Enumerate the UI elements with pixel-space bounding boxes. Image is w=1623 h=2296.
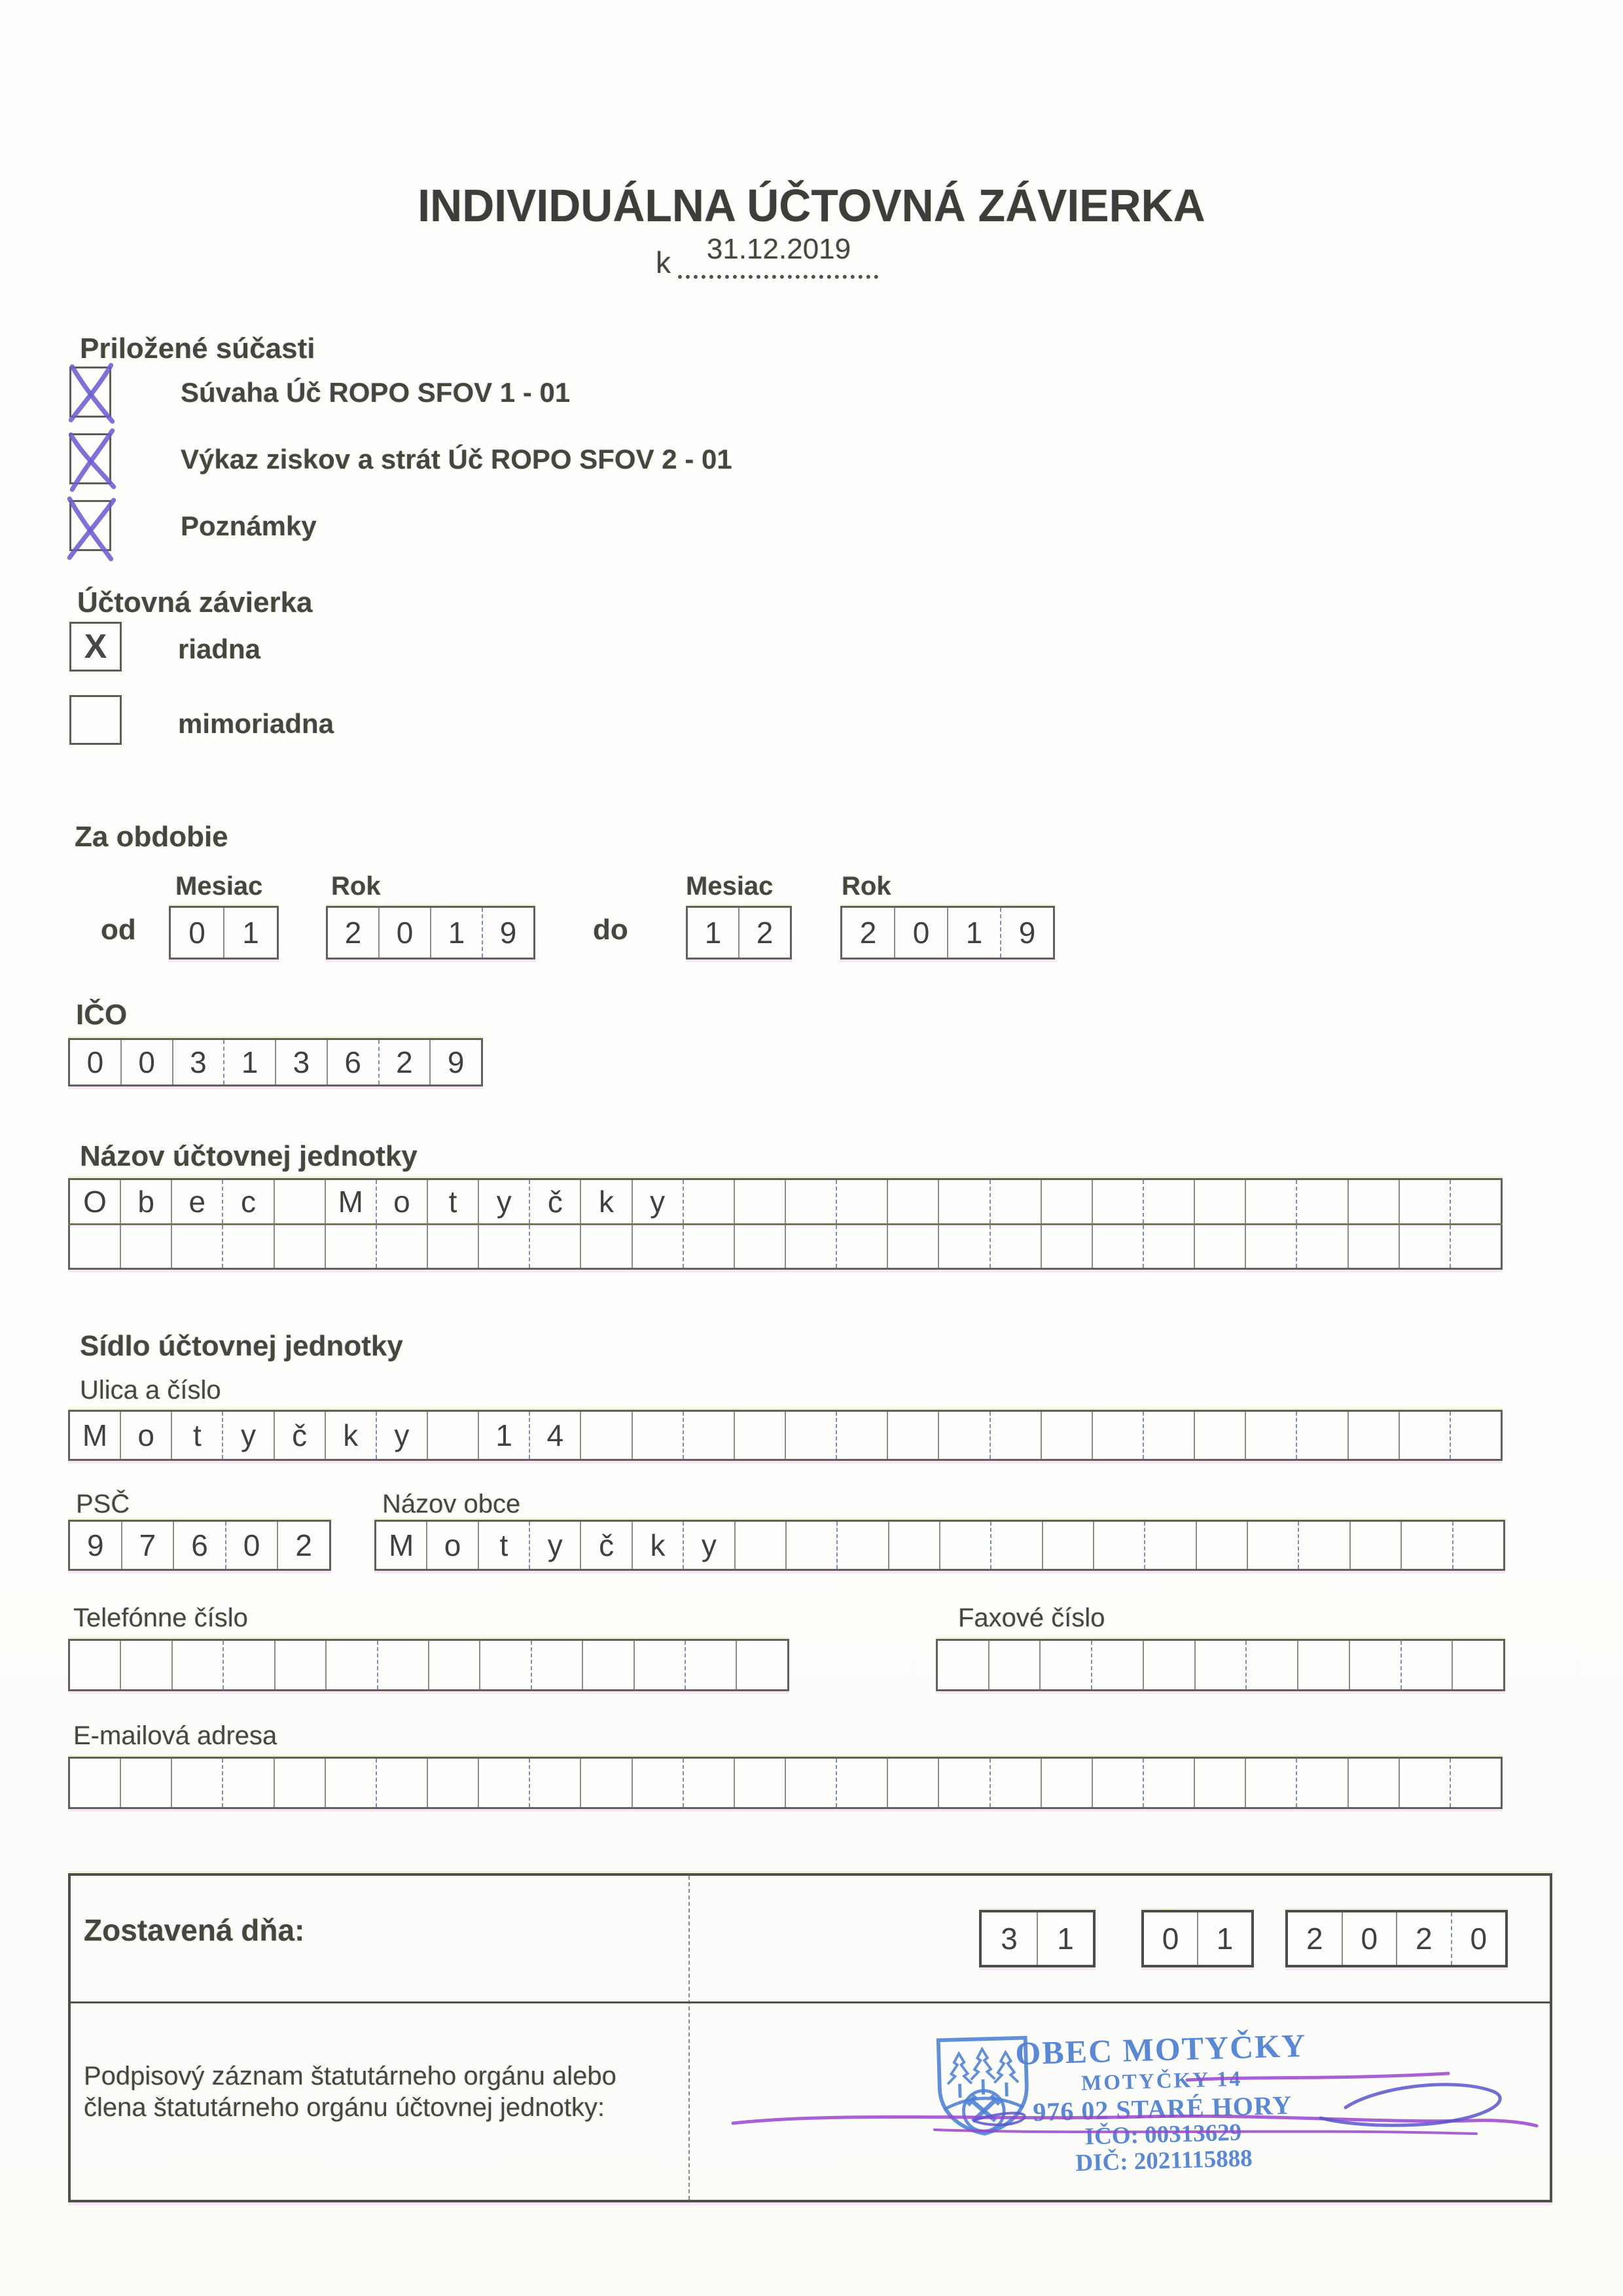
closing-type-heading: Účtovná závierka [77,586,313,619]
grid-cell [1246,1759,1297,1807]
grid-cell: 7 [122,1522,175,1569]
grid-cell [121,1225,172,1268]
grid-cell [737,1641,787,1689]
grid-cell [1349,1412,1400,1459]
grid-cell [428,1225,479,1268]
grid-cell: 0 [380,908,431,958]
grid-cell: y [377,1412,428,1459]
signature-caption-line1: Podpisový záznam štatutárneho orgánu alebo [84,2062,616,2090]
grid-cell [939,1180,990,1223]
grid-cell [635,1641,686,1689]
grid-cell: t [428,1180,479,1223]
grid-cell [276,1641,327,1689]
grid-cell [1402,1641,1454,1689]
grid-cell [1349,1759,1400,1807]
grid-cell [735,1759,786,1807]
grid-cell: 2 [1397,1912,1452,1965]
grid-cell [684,1412,735,1459]
month-label-to: Mesiac [686,872,774,901]
checkbox-suvaha [69,367,111,418]
grid-cell: 9 [447,1045,465,1079]
grid-cell [1402,1522,1453,1569]
grid-cell [223,1225,274,1268]
grid-cell [1400,1180,1451,1223]
grid-cell [837,1180,888,1223]
grid-cell [1248,1522,1299,1569]
grid-cell: k [326,1412,377,1459]
stamp-line-3: 976 02 STARÉ HORY [1032,2090,1293,2127]
year-label-from: Rok [331,872,381,901]
grid-cell [377,1225,428,1268]
grid-cell: k [581,1180,632,1223]
town-label: Názov obce [382,1490,521,1518]
grid-cell [1297,1412,1348,1459]
grid-cell [70,1641,121,1689]
grid-cell: 0 [70,1040,122,1085]
checkbox-riadna [69,622,122,672]
grid-cell [889,1522,940,1569]
grid-cell [1351,1522,1402,1569]
grid-cell [1453,1641,1503,1689]
grid-cell: y [684,1522,735,1569]
grid-cell: 4 [530,1412,581,1459]
grid-cell [275,1225,326,1268]
stamp-line-1: OBEC MOTYČKY [1014,2026,1307,2072]
grid-cell: 0 [1470,1922,1488,1956]
page-title: INDIVIDUÁLNA ÚČTOVNÁ ZÁVIERKA [418,180,1205,231]
grid-cell [991,1412,1042,1459]
signature-caption-line2: člena štatutárneho orgánu účtovnej jednotky: [84,2093,605,2122]
closing-date-value: 31.12.2019 [706,233,851,265]
grid-cell: 9 [499,916,517,950]
grid-cell [888,1759,939,1807]
grid-cell [1451,1180,1501,1223]
grid-cell [838,1522,889,1569]
grid-cell [735,1412,786,1459]
email-label: E-mailová adresa [73,1721,277,1750]
grid-cell: y [633,1180,684,1223]
grid-cell [1094,1522,1145,1569]
grid-cell [530,1225,581,1268]
grid-cell [939,1412,990,1459]
checkbox-mimoriadna [69,695,122,745]
grid-cell [1144,1180,1195,1223]
attached-item-label: Súvaha Úč ROPO SFOV 1 - 01 [181,377,571,408]
grid-cell [1041,1641,1092,1689]
grid-cell [429,1641,480,1689]
stamp-line-4: IČO: 00313629 [1084,2119,1242,2151]
grid-cell [173,1641,224,1689]
to-year-grid [840,906,1055,960]
from-label: od [101,914,136,946]
grid-cell [1043,1522,1094,1569]
entity-name-grid-row2 [68,1225,1503,1270]
grid-cell: t [479,1522,530,1569]
grid-cell [990,1641,1041,1689]
closing-item-label: mimoriadna [178,708,334,739]
grid-cell [1093,1180,1144,1223]
attached-parts-heading: Priložené súčasti [80,332,315,365]
psc-label: PSČ [76,1490,130,1518]
grid-cell: c [223,1180,274,1223]
grid-cell [1400,1759,1451,1807]
grid-cell [1093,1412,1144,1459]
grid-cell [1297,1225,1348,1268]
grid-cell [121,1641,172,1689]
grid-cell: M [326,1180,377,1223]
grid-cell [479,1225,530,1268]
grid-cell [530,1759,581,1807]
grid-cell [1400,1225,1451,1268]
seat-heading: Sídlo účtovnej jednotky [80,1330,403,1362]
to-month-grid [686,906,792,960]
grid-cell [735,1180,786,1223]
grid-cell: č [581,1522,632,1569]
grid-cell [1349,1180,1400,1223]
psc-grid [68,1520,331,1571]
grid-cell: 2 [1288,1912,1343,1965]
grid-cell: 2 [328,908,380,958]
grid-cell [1246,1225,1297,1268]
year-label-to: Rok [842,872,891,901]
grid-cell: 1 [431,908,483,958]
grid-cell [326,1759,377,1807]
grid-cell [1195,1412,1246,1459]
fax-grid [936,1639,1505,1691]
grid-cell [1246,1180,1297,1223]
grid-cell [837,1412,888,1459]
phone-grid [68,1639,789,1691]
grid-cell [1093,1759,1144,1807]
phone-label: Telefónne číslo [73,1604,248,1632]
grid-cell: 1 [224,1040,276,1085]
grid-cell: 3 [173,1040,225,1085]
town-grid [374,1520,1505,1571]
grid-cell: 9 [70,1522,122,1569]
entity-name-grid-row1 [68,1178,1503,1225]
grid-cell: 2 [295,1528,312,1562]
grid-cell [938,1641,990,1689]
grid-cell [939,1225,990,1268]
grid-cell: 1 [479,1412,530,1459]
grid-cell [686,1641,737,1689]
grid-cell [786,1180,837,1223]
grid-cell [1297,1759,1348,1807]
grid-cell [633,1225,684,1268]
grid-cell [581,1759,632,1807]
grid-cell: 2 [380,1040,431,1085]
grid-cell: y [479,1180,530,1223]
grid-cell [787,1522,838,1569]
grid-cell [837,1225,888,1268]
street-label: Ulica a číslo [80,1376,221,1405]
grid-cell: 3 [276,1040,328,1085]
fax-label: Faxové číslo [958,1604,1105,1632]
grid-cell: 1 [688,908,740,958]
grid-cell [70,1225,121,1268]
grid-cell: y [530,1522,581,1569]
grid-cell [991,1522,1043,1569]
grid-cell [736,1522,787,1569]
grid-cell [1042,1180,1093,1223]
grid-cell [428,1759,479,1807]
email-grid [68,1757,1503,1809]
grid-cell [1451,1225,1501,1268]
grid-cell [1451,1759,1501,1807]
grid-cell [224,1641,275,1689]
compiled-day-grid [979,1910,1096,1967]
grid-cell [633,1759,684,1807]
grid-cell [786,1759,837,1807]
grid-cell: 6 [174,1522,226,1569]
grid-cell [837,1759,888,1807]
grid-cell: 1 [1057,1922,1074,1956]
grid-cell [684,1225,735,1268]
grid-cell: b [121,1180,172,1223]
grid-cell [1195,1180,1246,1223]
grid-cell: 0 [1343,1912,1398,1965]
signature-scribble [725,2060,1544,2155]
closing-item-label: riadna [178,634,261,664]
grid-cell [1042,1759,1093,1807]
grid-cell: O [70,1180,121,1223]
grid-cell: 1 [242,916,259,950]
grid-cell [172,1225,223,1268]
grid-cell [275,1759,326,1807]
grid-cell: 0 [1144,1912,1198,1965]
grid-cell [1144,1641,1196,1689]
grid-cell [786,1412,837,1459]
grid-cell: 0 [171,908,224,958]
grid-cell [1092,1641,1144,1689]
grid-cell: M [376,1522,427,1569]
grid-cell [1451,1412,1501,1459]
checkbox-vykaz [69,433,111,484]
period-heading: Za obdobie [75,821,228,853]
grid-cell [480,1641,531,1689]
grid-cell [1246,1412,1297,1459]
grid-cell [70,1759,121,1807]
grid-cell: y [223,1412,274,1459]
grid-cell [428,1412,479,1459]
grid-cell [1297,1180,1348,1223]
grid-cell [888,1225,939,1268]
compiled-date-label: Zostavená dňa: [84,1913,305,1947]
grid-cell [327,1641,378,1689]
grid-cell [735,1225,786,1268]
attached-item-label: Výkaz ziskov a strát Úč ROPO SFOV 2 - 01 [181,444,732,475]
grid-cell [1298,1641,1350,1689]
grid-cell [581,1225,632,1268]
grid-cell: 9 [1018,916,1036,950]
grid-cell [326,1225,377,1268]
grid-cell: 3 [982,1912,1038,1965]
grid-cell: t [172,1412,223,1459]
grid-cell [939,1759,990,1807]
grid-cell [991,1225,1042,1268]
grid-cell [1350,1641,1402,1689]
grid-cell: M [70,1412,121,1459]
from-year-grid [326,906,535,960]
grid-cell [1093,1225,1144,1268]
grid-cell: 0 [895,908,948,958]
compiled-year-grid [1285,1910,1508,1967]
date-prefix: k [656,245,671,279]
grid-cell [1197,1522,1248,1569]
grid-cell [223,1759,274,1807]
stamp-line-5: DIČ: 2021115888 [1075,2145,1253,2177]
grid-cell: 2 [842,908,895,958]
grid-cell [1144,1225,1195,1268]
grid-cell [1195,1225,1246,1268]
grid-cell [786,1225,837,1268]
grid-cell [940,1522,991,1569]
ico-grid [68,1038,483,1086]
month-label-from: Mesiac [175,872,263,901]
grid-cell: 6 [328,1040,380,1085]
attached-item-label: Poznámky [181,511,317,541]
table-column-divider [688,1876,690,2200]
grid-cell: č [530,1180,581,1223]
grid-cell: e [172,1180,223,1223]
to-label: do [593,914,628,946]
grid-cell [1299,1522,1350,1569]
grid-cell: 0 [122,1040,173,1085]
grid-cell [1144,1412,1195,1459]
grid-cell [377,1759,428,1807]
handwritten-x-icon [65,495,119,560]
grid-cell [532,1641,583,1689]
handwritten-x-icon [65,428,119,493]
grid-cell [581,1412,632,1459]
grid-cell [991,1180,1042,1223]
compiled-month-grid [1141,1910,1254,1967]
grid-cell [1454,1522,1503,1569]
table-row-divider [71,2001,1550,2003]
grid-cell [378,1641,429,1689]
handwritten-x-icon [65,361,119,427]
checkbox-poznamky [69,500,111,551]
street-grid [68,1410,1503,1461]
grid-cell [1247,1641,1298,1689]
grid-cell [1145,1522,1196,1569]
grid-cell: 1 [1216,1922,1234,1956]
grid-cell: o [121,1412,172,1459]
grid-cell [684,1180,735,1223]
entity-name-heading: Názov účtovnej jednotky [80,1140,418,1172]
grid-cell [1042,1225,1093,1268]
grid-cell [1400,1412,1451,1459]
from-month-grid [169,906,279,960]
grid-cell [583,1641,634,1689]
stamp-line-2: MOTYČKY 14 [1080,2067,1243,2096]
grid-cell: 0 [226,1522,279,1569]
grid-cell [275,1180,326,1223]
dotted-leader [678,275,878,279]
grid-cell [684,1759,735,1807]
grid-cell [479,1759,530,1807]
grid-cell [1195,1759,1246,1807]
grid-cell [121,1759,172,1807]
grid-cell [172,1759,223,1807]
grid-cell [888,1180,939,1223]
grid-cell [991,1759,1042,1807]
grid-cell [633,1412,684,1459]
ico-heading: IČO [76,999,128,1031]
grid-cell [888,1412,939,1459]
grid-cell [1196,1641,1247,1689]
grid-cell: k [633,1522,684,1569]
grid-cell: 1 [948,908,1001,958]
grid-cell: o [427,1522,478,1569]
printed-x-mark: X [84,628,107,666]
grid-cell [1042,1412,1093,1459]
grid-cell: 2 [756,916,774,950]
grid-cell: o [377,1180,428,1223]
grid-cell: č [275,1412,326,1459]
grid-cell [1144,1759,1195,1807]
grid-cell [1349,1225,1400,1268]
